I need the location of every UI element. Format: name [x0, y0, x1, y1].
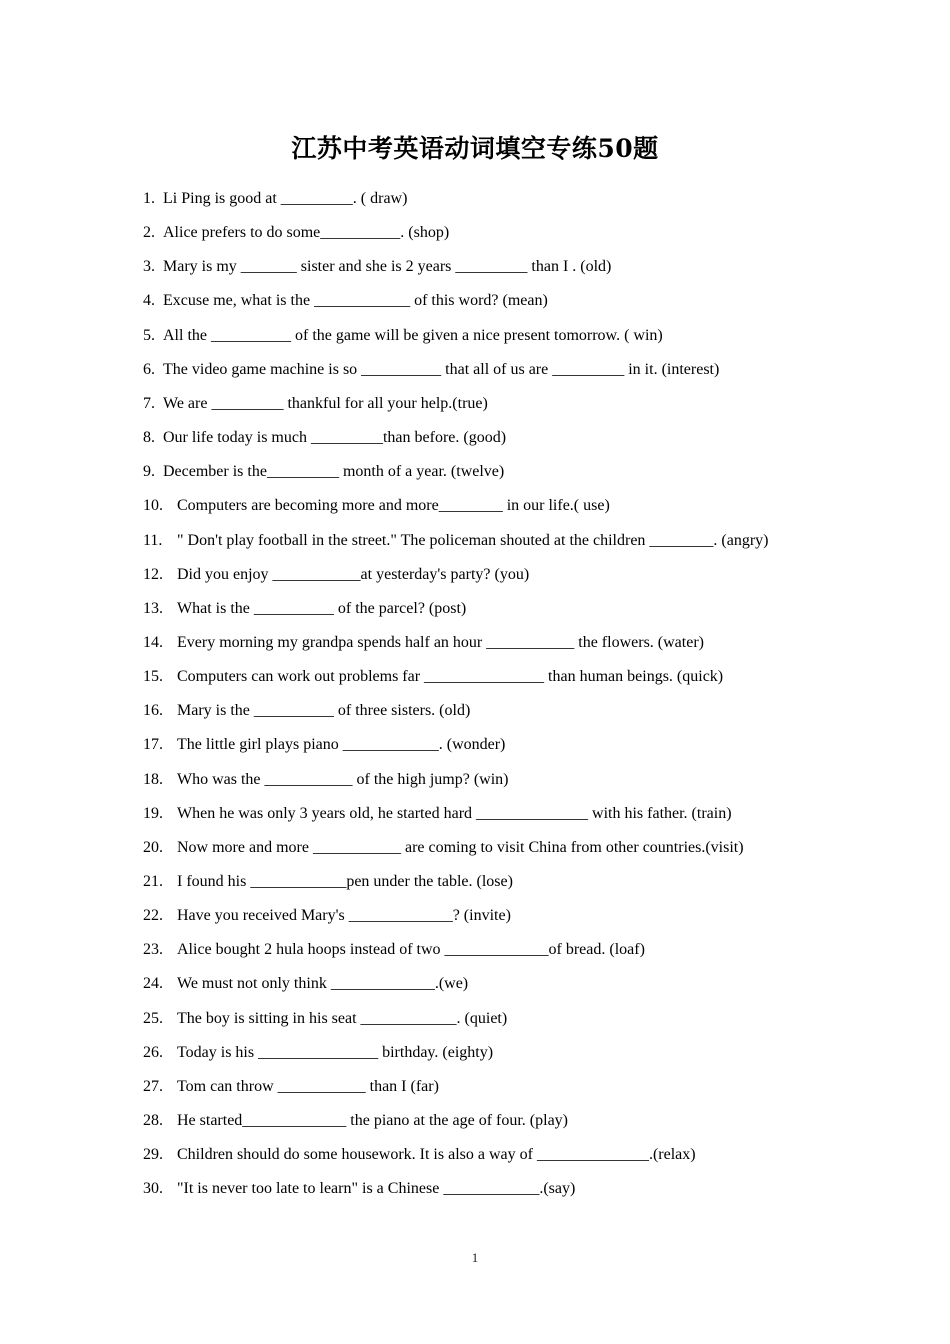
- question-text: Mary is my _______ sister and she is 2 years _________ than I . (old): [163, 258, 612, 276]
- question-text: Mary is the __________ of three sisters. (old): [177, 702, 471, 720]
- question-number: 24.: [143, 975, 163, 993]
- question-item: [143, 969, 468, 999]
- question-text: What is the __________ of the parcel? (post): [177, 599, 467, 617]
- question-item: [143, 730, 505, 760]
- question-number: 28.: [143, 1112, 163, 1130]
- question-text: When he was only 3 years old, he started hard ______________ with his father. (train): [177, 804, 732, 822]
- page-number: 1: [471, 1250, 479, 1265]
- question-text: Our life today is much _________than before. (good): [163, 429, 507, 447]
- question-item: [143, 491, 610, 521]
- question-item: [143, 1072, 439, 1102]
- question-text: Tom can throw ___________ than I (far): [177, 1077, 439, 1095]
- question-number: 2.: [143, 224, 155, 242]
- question-text: We are _________ thankful for all your help.(true): [163, 394, 488, 412]
- question-number: 13.: [143, 599, 163, 617]
- question-text: Alice prefers to do some__________. (shop): [163, 224, 450, 242]
- question-text: We must not only think _____________.(we): [177, 975, 469, 993]
- question-item: [143, 560, 529, 590]
- question-number: 20.: [143, 838, 163, 856]
- question-item: [143, 765, 509, 795]
- question-text: Children should do some housework. It is also a way of ______________.(relax): [177, 1146, 696, 1164]
- question-text: Every morning my grandpa spends half an hour ___________ the flowers. (water): [177, 633, 704, 651]
- question-item: [143, 1174, 575, 1204]
- question-number: 5.: [143, 326, 155, 344]
- question-number: 25.: [143, 1009, 163, 1027]
- question-text: Who was the ___________ of the high jump? (win): [177, 770, 509, 788]
- question-text: " Don't play football in the street." The policeman shouted at the children ________. (angry): [177, 531, 769, 549]
- question-text: The boy is sitting in his seat ____________. (quiet): [177, 1009, 508, 1027]
- question-text: Now more and more ___________ are coming to visit China from other countries.(visit): [177, 838, 744, 856]
- question-text: Today is his _______________ birthday. (eighty): [177, 1043, 494, 1061]
- question-number: 14.: [143, 633, 163, 651]
- question-number: 16.: [143, 702, 163, 720]
- question-item: [143, 1038, 493, 1068]
- question-number: 26.: [143, 1043, 163, 1061]
- question-item: [143, 389, 488, 419]
- question-number: 27.: [143, 1077, 163, 1095]
- question-number: 22.: [143, 907, 163, 925]
- question-text: Computers are becoming more and more________ in our life.( use): [177, 497, 610, 515]
- question-text: He started_____________ the piano at the age of four. (play): [177, 1112, 568, 1130]
- question-number: 1.: [143, 190, 155, 207]
- question-item: [143, 218, 449, 248]
- question-number: 12.: [143, 565, 163, 583]
- question-text: "It is never too late to learn" is a Chinese ____________.(say): [177, 1180, 576, 1198]
- question-item: [143, 833, 744, 863]
- question-text: The video game machine is so __________ that all of us are _________ in it. (interest): [163, 360, 720, 378]
- question-number: 7.: [143, 394, 155, 412]
- question-item: [143, 457, 504, 487]
- question-number: 8.: [143, 429, 155, 447]
- question-text: I found his ____________pen under the table. (lose): [177, 873, 513, 890]
- question-item: [143, 662, 723, 692]
- question-number: 29.: [143, 1146, 163, 1164]
- question-item: [143, 184, 407, 214]
- question-text: Have you received Mary's _____________? (invite): [177, 907, 511, 925]
- question-number: 23.: [143, 941, 163, 959]
- question-number: 21.: [143, 873, 163, 890]
- question-number: 10.: [143, 497, 163, 515]
- question-text: All the __________ of the game will be given a nice present tomorrow. ( win): [163, 326, 663, 344]
- question-number: 30.: [143, 1180, 163, 1198]
- question-text: December is the_________ month of a year. (twelve): [163, 463, 505, 481]
- question-item: [143, 935, 645, 965]
- question-item: [143, 799, 732, 829]
- question-number: 17.: [143, 736, 163, 754]
- question-text: Excuse me, what is the ____________ of this word? (mean): [163, 292, 548, 310]
- page-title: 江苏中考英语动词填空专练50题: [291, 134, 659, 163]
- question-item: [143, 423, 506, 453]
- question-item: [143, 1004, 507, 1034]
- question-item: [143, 1140, 696, 1170]
- question-item: [143, 901, 511, 931]
- question-text: The little girl plays piano ____________. (wonder): [177, 736, 506, 754]
- question-number: 6.: [143, 360, 155, 378]
- question-item: [143, 321, 663, 351]
- question-number: 3.: [143, 258, 155, 276]
- question-text: Li Ping is good at _________. ( draw): [163, 190, 408, 207]
- question-number: 4.: [143, 292, 155, 310]
- question-number: 18.: [143, 770, 163, 788]
- question-number: 19.: [143, 804, 163, 822]
- question-item: [143, 1106, 568, 1136]
- question-item: [143, 355, 719, 385]
- question-item: [143, 696, 470, 726]
- question-item: [143, 252, 611, 282]
- question-item: [143, 526, 769, 556]
- question-item: [143, 594, 466, 624]
- question-text: Did you enjoy ___________at yesterday's party? (you): [177, 565, 530, 583]
- question-number: 15.: [143, 668, 163, 686]
- question-number: 9.: [143, 463, 155, 481]
- question-text: Computers can work out problems far _______________ than human beings. (quick): [177, 668, 724, 686]
- question-text: Alice bought 2 hula hoops instead of two _____________of bread. (loaf): [177, 941, 645, 959]
- question-item: [143, 628, 704, 658]
- question-number: 11.: [143, 531, 163, 549]
- question-item: [143, 867, 513, 897]
- question-item: [143, 286, 548, 316]
